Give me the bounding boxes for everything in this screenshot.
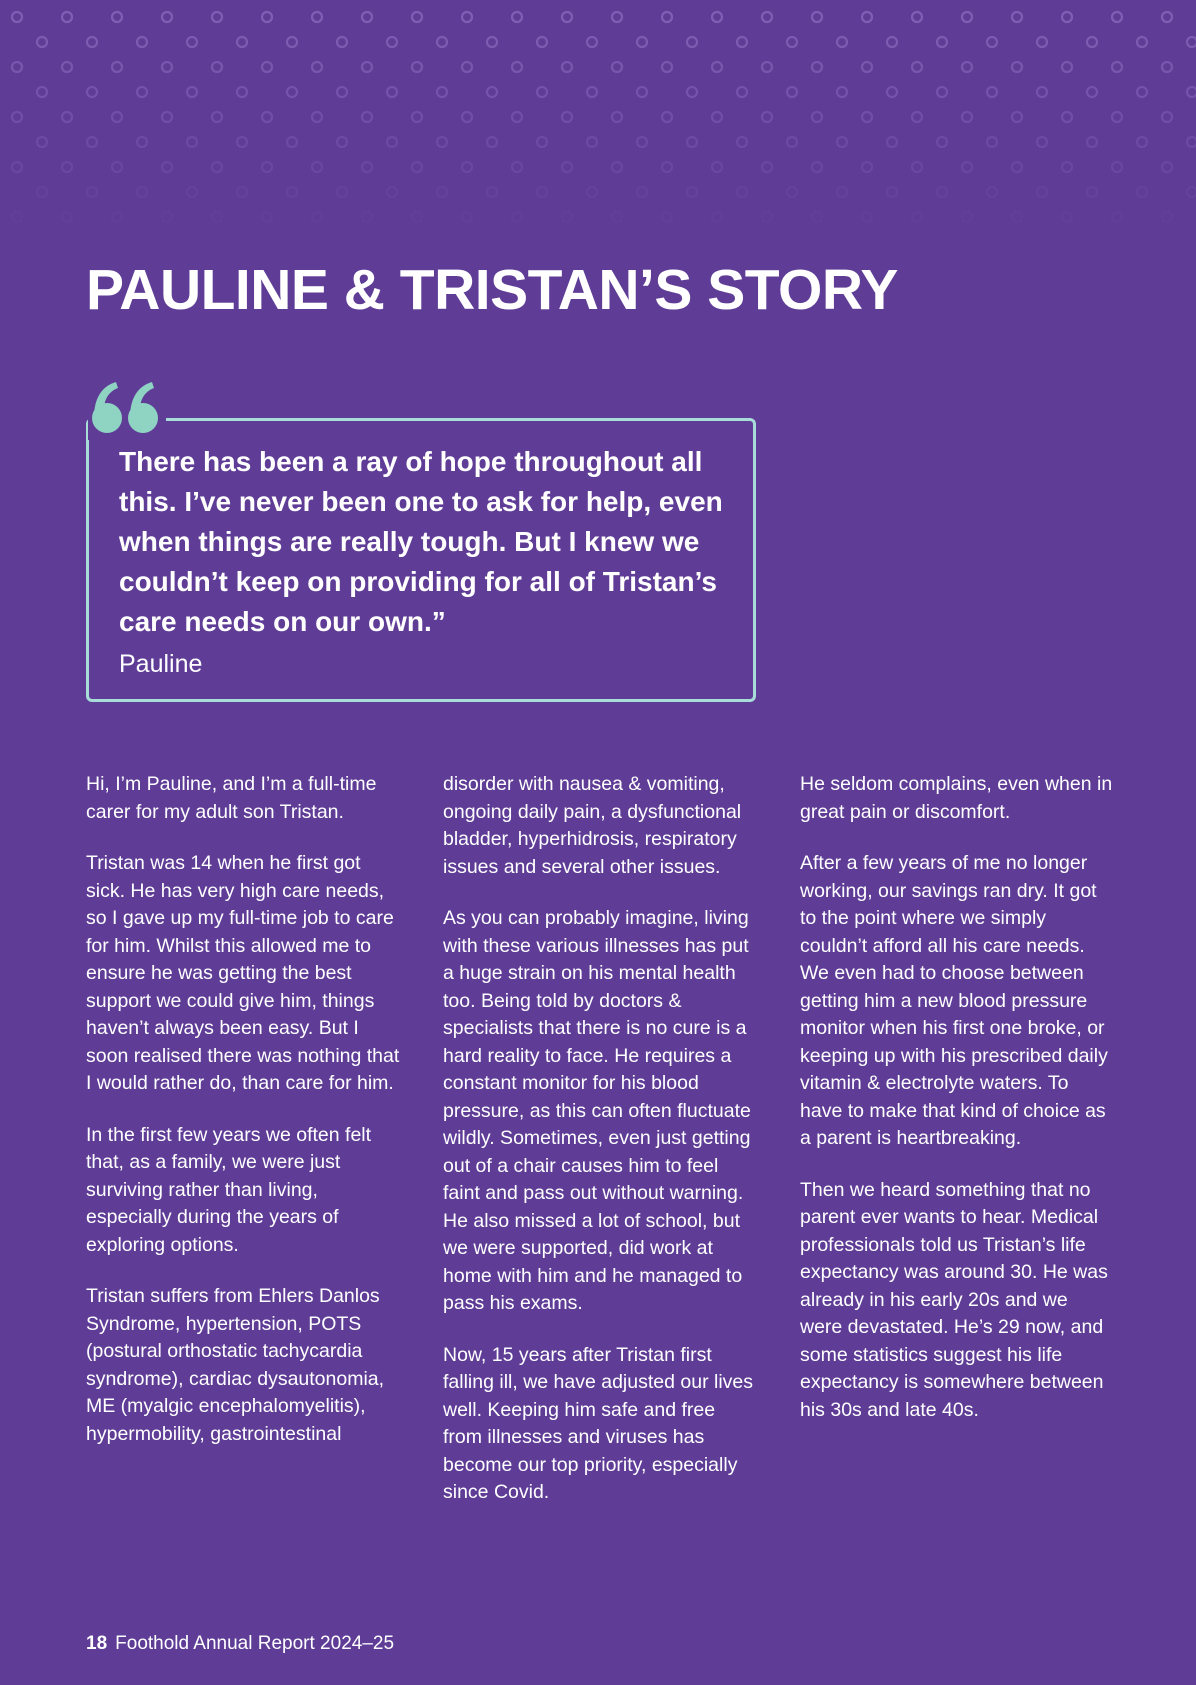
body-column-2 (443, 771, 758, 1531)
pattern-circle (562, 162, 572, 172)
pattern-circle (912, 162, 922, 172)
pattern-circle (1087, 137, 1097, 147)
pattern-circle (1012, 112, 1022, 122)
pattern-circle (562, 112, 572, 122)
pattern-circle (162, 62, 172, 72)
pattern-circle (887, 87, 897, 97)
pattern-circle (1112, 212, 1122, 222)
pattern-circle (12, 162, 22, 172)
paragraph: Hi, I’m Pauline, and I’m a full-time carer for my adult son Tristan. (86, 773, 377, 823)
pattern-circle (1037, 187, 1047, 197)
pattern-circle (137, 187, 147, 197)
pattern-circle (1062, 212, 1072, 222)
pattern-circle (137, 37, 147, 47)
pattern-circle (912, 62, 922, 72)
pattern-circle (1137, 87, 1147, 97)
pattern-circle (212, 62, 222, 72)
pattern-circle (187, 87, 197, 97)
paragraph: After a few years of me no longer working, our savings ran dry. It got to the point where we simply couldn’t afford all his care needs. We even had to choose between getting him a new blood pressure monitor when his first one broke, or keeping up with his prescribed daily vitamin & electrolyte waters. To have to make that kind of choice as a parent is heartbreaking. (800, 852, 1108, 1149)
pattern-circle (437, 187, 447, 197)
pattern-circle (237, 137, 247, 147)
pattern-circle (1062, 112, 1072, 122)
pattern-circle (1137, 37, 1147, 47)
pattern-circle (362, 62, 372, 72)
pattern-circle (687, 37, 697, 47)
page-title: PAULINE & TRISTAN’S STORY (86, 258, 898, 322)
pattern-circle (137, 87, 147, 97)
pattern-circle (162, 162, 172, 172)
pattern-circle (1137, 187, 1147, 197)
paragraph: Now, 15 years after Tristan first falling ill, we have adjusted our lives well. Keeping him safe and free from illnesses and viruses has become our top priority, especially since Covid. (443, 1343, 754, 1503)
pattern-circle (1162, 212, 1172, 222)
pattern-circle (37, 187, 47, 197)
pattern-circle (1187, 137, 1196, 147)
pattern-circle (62, 62, 72, 72)
pattern-circle (887, 37, 897, 47)
pattern-circle (537, 87, 547, 97)
pattern-circle (287, 37, 297, 47)
pattern-circle (1112, 62, 1122, 72)
pattern-circle (887, 137, 897, 147)
pattern-circle (612, 112, 622, 122)
pattern-circle (537, 137, 547, 147)
pattern-circle (287, 187, 297, 197)
pattern-circle (1187, 37, 1196, 47)
pattern-circle (12, 212, 22, 222)
pattern-circle (862, 112, 872, 122)
pattern-circle (112, 112, 122, 122)
pattern-circle (737, 187, 747, 197)
pattern-circle (437, 37, 447, 47)
pattern-circle (187, 37, 197, 47)
pattern-circle (312, 62, 322, 72)
pattern-circle (162, 112, 172, 122)
pattern-circle (1112, 12, 1122, 22)
pattern-circle (712, 12, 722, 22)
pattern-circle (1037, 87, 1047, 97)
pattern-circle (287, 87, 297, 97)
pattern-circle (1062, 62, 1072, 72)
pattern-circle (712, 62, 722, 72)
pattern-circle (1087, 187, 1097, 197)
pattern-circle (412, 62, 422, 72)
pattern-circle (1162, 12, 1172, 22)
pattern-circle (437, 137, 447, 147)
pattern-circle (1162, 62, 1172, 72)
pattern-circle (312, 12, 322, 22)
pattern-circle (962, 112, 972, 122)
pattern-circle (862, 62, 872, 72)
pattern-circle (212, 12, 222, 22)
pattern-circle (737, 37, 747, 47)
pattern-circle (1112, 112, 1122, 122)
pattern-circle (987, 37, 997, 47)
pattern-circle (837, 137, 847, 147)
pattern-circle (262, 162, 272, 172)
pattern-circle (87, 87, 97, 97)
pattern-circle (312, 212, 322, 222)
decorative-circle-pattern (0, 0, 1196, 240)
pattern-circle (587, 87, 597, 97)
pattern-circle (1187, 87, 1196, 97)
quote-text: There has been a ray of hope throughout all this. I’ve never been one to ask for help, even when things are really tough. But I knew we couldn’t keep on providing for all of Tristan’s care needs on our own.” (119, 446, 723, 637)
pattern-circle (187, 137, 197, 147)
pattern-circle (937, 187, 947, 197)
pattern-circle (462, 112, 472, 122)
pattern-circle (212, 162, 222, 172)
pattern-circle (837, 37, 847, 47)
pattern-circle (212, 112, 222, 122)
paragraph: In the first few years we often felt that, as a family, we were just surviving rather than living, especially during the years of exploring options. (86, 1123, 372, 1256)
pattern-circle (462, 212, 472, 222)
pattern-circle (687, 137, 697, 147)
pattern-circle (662, 112, 672, 122)
pattern-circle (237, 87, 247, 97)
pattern-circle (162, 212, 172, 222)
pattern-circle (487, 87, 497, 97)
pattern-circle (712, 162, 722, 172)
pattern-circle (612, 12, 622, 22)
pattern-circle (312, 162, 322, 172)
pattern-circle (1062, 12, 1072, 22)
pattern-circle (937, 137, 947, 147)
publication-title: Foothold Annual Report 2024–25 (115, 1633, 395, 1654)
pattern-circle (462, 62, 472, 72)
paragraph: Tristan was 14 when he first got sick. He has very high care needs, so I gave up my full-time job to care for him. Whilst this allowed me to ensure he was getting the best support we could give him, things haven’t always been easy. But I soon realised there was nothing that I would rather do, than care for him. (86, 852, 400, 1094)
pattern-circle (512, 212, 522, 222)
pattern-circle (162, 12, 172, 22)
pattern-circle (362, 162, 372, 172)
page-number: 18 (86, 1633, 108, 1654)
pattern-circle (612, 62, 622, 72)
pattern-circle (87, 37, 97, 47)
pattern-circle (637, 87, 647, 97)
pattern-circle (1162, 162, 1172, 172)
pattern-circle (937, 87, 947, 97)
pattern-circle (412, 162, 422, 172)
body-column-3 (800, 771, 1115, 1448)
pattern-circle (737, 137, 747, 147)
pattern-circle (412, 112, 422, 122)
pattern-circle (787, 87, 797, 97)
pattern-circle (337, 37, 347, 47)
pattern-circle (1162, 112, 1172, 122)
pattern-circle (912, 112, 922, 122)
pattern-circle (587, 137, 597, 147)
paragraph: Then we heard something that no parent ever wants to hear. Medical professionals told us Tristan’s life expectancy was around 30. He was already in his early 20s and we were devastated. He’s 29 now, and some statistics suggest his life expectancy is somewhere between his 30s and late 40s. (800, 1178, 1108, 1421)
paragraph: disorder with nausea & vomiting, ongoing daily pain, a dysfunctional bladder, hyperhidrosis, respiratory issues and several other issues. (443, 773, 742, 878)
pattern-circle (62, 212, 72, 222)
pattern-circle (512, 12, 522, 22)
pattern-circle (1012, 62, 1022, 72)
pattern-circle (812, 112, 822, 122)
pattern-circle (337, 87, 347, 97)
pattern-circle (262, 62, 272, 72)
pattern-circle (662, 162, 672, 172)
pattern-circle (462, 162, 472, 172)
pattern-circle (487, 137, 497, 147)
pattern-circle (762, 212, 772, 222)
pattern-circle (387, 187, 397, 197)
pattern-circle (662, 62, 672, 72)
pattern-circle (237, 187, 247, 197)
pattern-circle (487, 37, 497, 47)
pattern-circle (1037, 137, 1047, 147)
pattern-circle (262, 12, 272, 22)
pattern-circle (62, 162, 72, 172)
pattern-circle (612, 162, 622, 172)
pattern-circle (962, 162, 972, 172)
pattern-circle (387, 137, 397, 147)
quote-mark-icon (88, 378, 166, 440)
paragraph: As you can probably imagine, living with these various illnesses has put a huge strain on his mental health too. Being told by doctors & specialists that there is no cure is a hard reality to face. He requires a constant monitor for his blood pressure, as this can often fluctuate wildly. Sometimes, even just getting out of a chair causes him to feel faint and pass out without warning. He also missed a lot of school, but we were supported, did work at home with him and he managed to pass his exams. (443, 907, 751, 1314)
body-column-1 (86, 771, 401, 1472)
pattern-circle (1087, 87, 1097, 97)
pattern-circle (437, 87, 447, 97)
pattern-circle (487, 187, 497, 197)
pattern-circle (1012, 12, 1022, 22)
pattern-circle (537, 187, 547, 197)
pattern-circle (1087, 37, 1097, 47)
pattern-circle (637, 137, 647, 147)
pattern-circle (287, 137, 297, 147)
pattern-circle (262, 212, 272, 222)
pattern-circle (812, 212, 822, 222)
pattern-circle (537, 37, 547, 47)
pattern-circle (1112, 162, 1122, 172)
pattern-circle (62, 112, 72, 122)
pattern-circle (1037, 37, 1047, 47)
pattern-circle (987, 87, 997, 97)
page-footer (86, 1632, 394, 1656)
pattern-circle (962, 62, 972, 72)
pattern-circle (12, 62, 22, 72)
pattern-circle (687, 187, 697, 197)
pattern-circle (337, 137, 347, 147)
pattern-circle (112, 62, 122, 72)
pattern-circle (237, 37, 247, 47)
pattern-circle (787, 187, 797, 197)
pattern-circle (512, 162, 522, 172)
pattern-circle (837, 87, 847, 97)
pattern-circle (562, 12, 572, 22)
pattern-circle (337, 187, 347, 197)
pattern-circle (12, 112, 22, 122)
pattern-circle (562, 62, 572, 72)
pattern-circle (862, 12, 872, 22)
pattern-circle (212, 212, 222, 222)
pattern-circle (137, 137, 147, 147)
pattern-circle (1012, 212, 1022, 222)
pattern-circle (187, 187, 197, 197)
pattern-circle (912, 212, 922, 222)
pattern-circle (862, 162, 872, 172)
quote-author: Pauline (119, 650, 203, 678)
pattern-circle (712, 212, 722, 222)
pattern-circle (687, 87, 697, 97)
pattern-circle (812, 62, 822, 72)
pattern-circle (512, 62, 522, 72)
pattern-circle (37, 137, 47, 147)
pattern-circle (862, 212, 872, 222)
pattern-circle (512, 112, 522, 122)
pattern-circle (612, 212, 622, 222)
pattern-circle (662, 12, 672, 22)
pattern-circle (787, 137, 797, 147)
pattern-circle (937, 37, 947, 47)
pattern-circle (712, 112, 722, 122)
paragraph: Tristan suffers from Ehlers Danlos Syndrome, hypertension, POTS (postural orthostatic tachycardia syndrome), cardiac dysautonomia, ME (myalgic encephalomyelitis), hypermobility, gastrointestinal (86, 1285, 385, 1445)
pattern-circle (912, 12, 922, 22)
pattern-circle (987, 187, 997, 197)
pattern-circle (1012, 162, 1022, 172)
pattern-circle (412, 212, 422, 222)
pattern-circle (837, 187, 847, 197)
pattern-circle (87, 187, 97, 197)
pattern-circle (962, 12, 972, 22)
pattern-circle (762, 162, 772, 172)
pattern-circle (812, 12, 822, 22)
pattern-circle (462, 12, 472, 22)
pattern-circle (12, 12, 22, 22)
paragraph: He seldom complains, even when in great pain or discomfort. (800, 773, 1113, 823)
pattern-circle (637, 37, 647, 47)
pattern-circle (362, 12, 372, 22)
pattern-circle (262, 112, 272, 122)
pattern-circle (637, 187, 647, 197)
pattern-circle (737, 87, 747, 97)
pattern-circle (87, 137, 97, 147)
pattern-circle (112, 12, 122, 22)
pattern-circle (1062, 162, 1072, 172)
pattern-circle (112, 212, 122, 222)
pattern-circle (387, 87, 397, 97)
pattern-circle (312, 112, 322, 122)
pattern-circle (587, 37, 597, 47)
pattern-circle (987, 137, 997, 147)
pattern-circle (412, 12, 422, 22)
pattern-circle (587, 187, 597, 197)
pattern-circle (37, 87, 47, 97)
pattern-circle (62, 12, 72, 22)
pattern-circle (112, 162, 122, 172)
pattern-circle (37, 37, 47, 47)
pattern-circle (1187, 187, 1196, 197)
pattern-circle (362, 212, 372, 222)
pattern-circle (362, 112, 372, 122)
pattern-circle (962, 212, 972, 222)
pattern-circle (562, 212, 572, 222)
pattern-circle (1137, 137, 1147, 147)
pattern-circle (762, 62, 772, 72)
pattern-circle (812, 162, 822, 172)
pattern-circle (787, 37, 797, 47)
pattern-circle (887, 187, 897, 197)
pattern-circle (762, 112, 772, 122)
pattern-circle (662, 212, 672, 222)
pattern-circle (387, 37, 397, 47)
pattern-circle (762, 12, 772, 22)
